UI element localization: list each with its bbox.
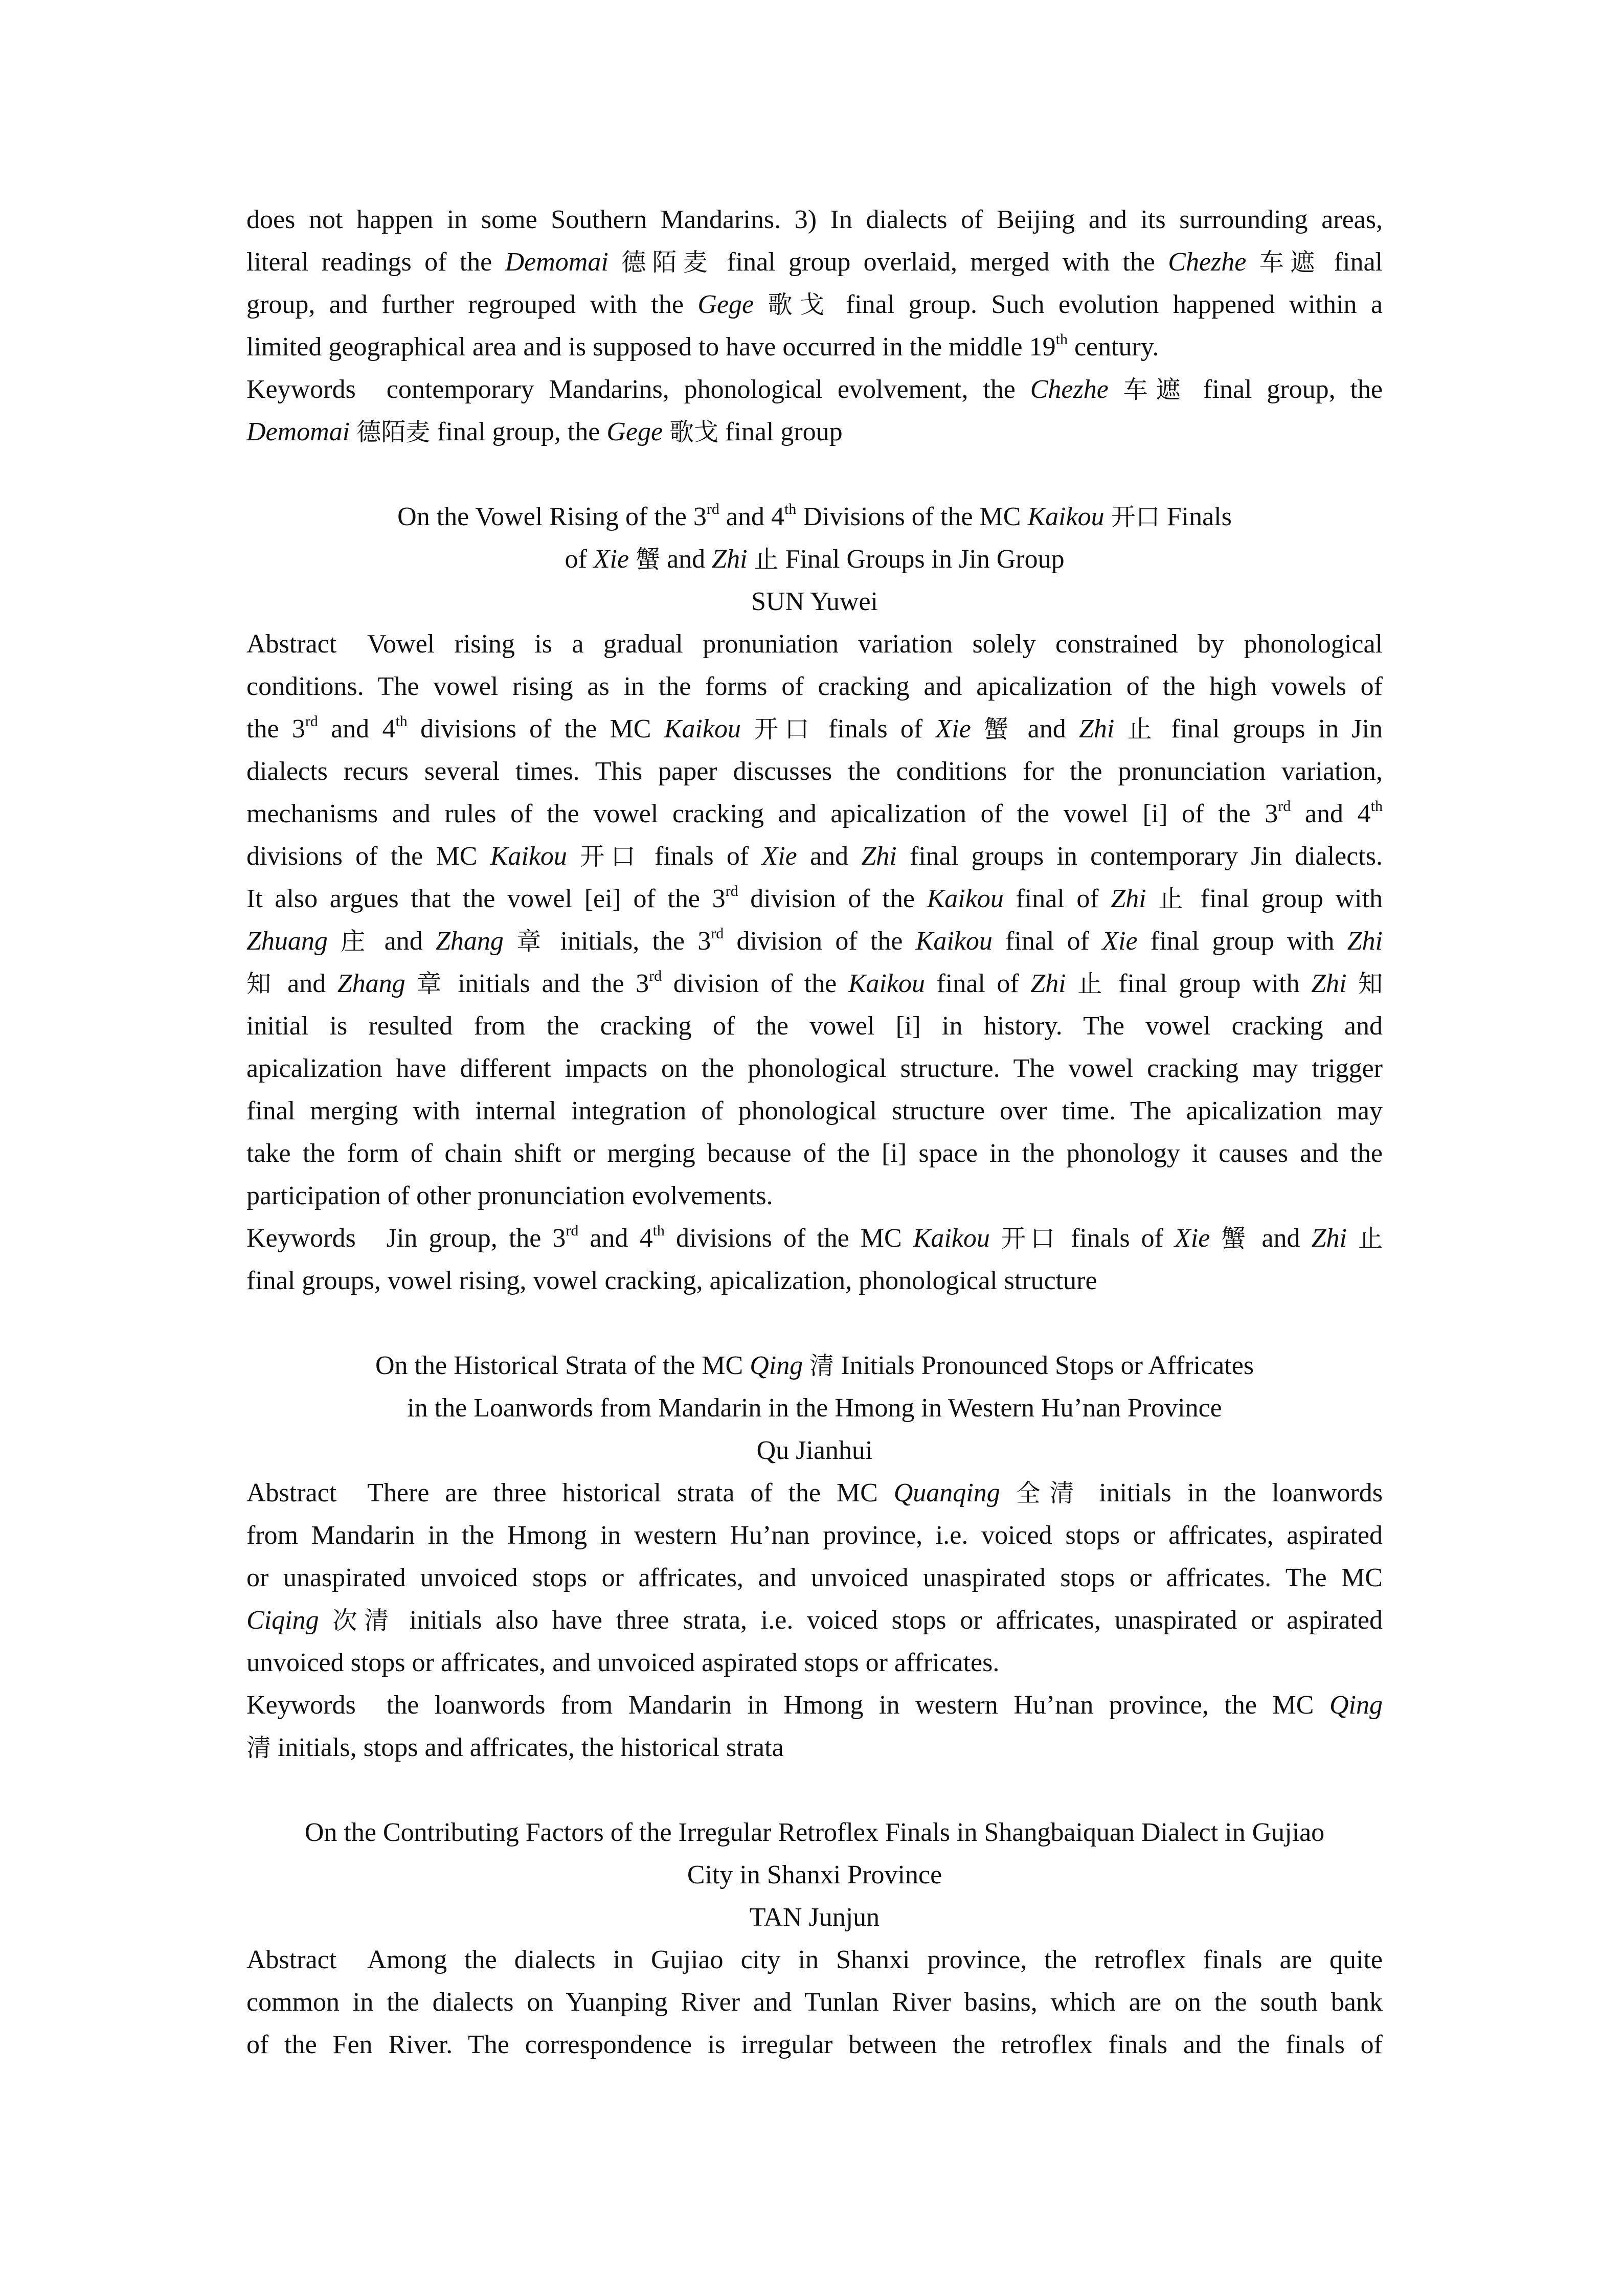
italic-term: Qing: [750, 1351, 803, 1380]
abstract-line: from Mandarin in the Hmong in western Hu’nan province, i.e. voiced stops or affricates, aspirated: [246, 1521, 1383, 1550]
abstract-line: Abstract Vowel rising is a gradual pronuniation variation solely constrained by phonological: [246, 629, 1383, 659]
keywords-line: Keywords contemporary Mandarins, phonological evolvement, the Chezhe 车遮 final group, the: [246, 375, 1383, 404]
chinese-characters: 止: [1077, 970, 1107, 998]
italic-term: Kaikou: [664, 714, 741, 744]
italic-term: Zhi: [712, 545, 748, 574]
keywords-line: Demomai 德陌麦 final group, the Gege 歌戈 final group: [246, 417, 843, 446]
italic-term: Zhi: [1347, 927, 1383, 956]
ordinal-superscript: rd: [706, 501, 719, 517]
article-title-line: of Xie 蟹 and Zhi 止 Final Groups in Jin Group: [565, 545, 1065, 574]
abstract-line: Abstract There are three historical strata of the MC Quanqing 全清 initials in the loanwords: [246, 1478, 1383, 1507]
abstract-line: Abstract Among the dialects in Gujiao city in Shanxi province, the retroflex finals are quite: [246, 1945, 1383, 1974]
chinese-characters: 清: [809, 1352, 835, 1380]
abstract-line: Ciqing 次清 initials also have three strata, i.e. voiced stops or affricates, unaspirated or aspirated: [246, 1606, 1383, 1635]
ordinal-superscript: th: [652, 1222, 665, 1239]
italic-term: Kaikou: [915, 927, 993, 956]
continuation-paragraph-line: literal readings of the Demomai 德陌麦 final group overlaid, merged with the Chezhe 车遮 final: [246, 247, 1383, 277]
chinese-characters: 知: [1358, 970, 1383, 998]
chinese-characters: 蟹: [636, 545, 661, 574]
abstract-line: or unaspirated unvoiced stops or affricates, and unvoiced unaspirated stops or affricates. The MC: [246, 1563, 1383, 1592]
chinese-characters: 车遮: [1123, 375, 1189, 404]
abstract-line: mechanisms and rules of the vowel cracking and apicalization of the vowel [i] of the 3rd and 4th: [246, 798, 1383, 828]
abstract-line: participation of other pronunciation evolvements.: [246, 1181, 773, 1210]
italic-term: Kaikou: [927, 884, 1004, 913]
chinese-characters: 庄: [341, 927, 372, 956]
ordinal-superscript: rd: [649, 967, 662, 984]
keywords-line: final groups, vowel rising, vowel cracking, apicalization, phonological structure: [246, 1266, 1097, 1295]
chinese-characters: 止: [1358, 1224, 1383, 1253]
abstract-line: final merging with internal integration of phonological structure over time. The apicalization may: [246, 1096, 1383, 1126]
chinese-characters: 蟹: [1221, 1224, 1251, 1253]
italic-term: Zhi: [1311, 969, 1347, 998]
abstract-line: It also argues that the vowel [ei] of the 3rd division of the Kaikou final of Zhi 止 final group with: [246, 883, 1383, 913]
italic-term: Xie: [1102, 927, 1138, 956]
abstract-label: Abstract: [246, 1478, 337, 1507]
abstract-line: Zhuang 庄 and Zhang 章 initials, the 3rd division of the Kaikou final of Xie final group with Zhi: [246, 925, 1383, 956]
chinese-characters: 全清: [1016, 1479, 1084, 1507]
chinese-characters: 德陌麦: [356, 418, 431, 446]
abstract-line: of the Fen River. The correspondence is irregular between the retroflex finals and the finals of: [246, 2030, 1383, 2059]
ordinal-superscript: rd: [1278, 798, 1291, 815]
abstract-label: Abstract: [246, 629, 337, 659]
italic-term: Kaikou: [848, 969, 926, 998]
article-title-line: On the Historical Strata of the MC Qing 清 Initials Pronounced Stops or Affricates: [375, 1351, 1254, 1380]
chinese-characters: 德陌麦: [621, 248, 714, 277]
chinese-characters: 开口: [1001, 1224, 1060, 1253]
italic-term: Zhi: [1111, 884, 1146, 913]
italic-term: Xie: [593, 545, 629, 574]
chinese-characters: 章: [417, 970, 446, 998]
ordinal-superscript: rd: [566, 1222, 579, 1239]
abstract-line: dialects recurs several times. This paper discusses the conditions for the pronunciation variation,: [246, 757, 1383, 786]
ordinal-superscript: th: [784, 501, 797, 517]
article-author: Qu Jianhui: [756, 1436, 873, 1465]
keywords-label: Keywords: [246, 1224, 356, 1253]
italic-term: Zhang: [337, 969, 405, 998]
chinese-characters: 开口: [1111, 503, 1160, 531]
chinese-characters: 歌戈: [768, 290, 832, 319]
keywords-label: Keywords: [246, 1691, 356, 1720]
chinese-characters: 开口: [580, 842, 642, 871]
abstract-line: the 3rd and 4th divisions of the MC Kaikou 开口 finals of Xie 蟹 and Zhi 止 final groups in Jin: [246, 713, 1383, 744]
keywords-line: Keywords the loanwords from Mandarin in Hmong in western Hu’nan province, the MC Qing: [246, 1691, 1383, 1720]
italic-term: Xie: [935, 714, 971, 744]
ordinal-superscript: th: [1370, 798, 1383, 815]
chinese-characters: 知: [246, 970, 276, 998]
article-author: SUN Yuwei: [751, 587, 878, 616]
italic-term: Ciqing: [246, 1606, 319, 1635]
italic-term: Xie: [1175, 1224, 1210, 1253]
italic-term: Zhi: [861, 842, 897, 871]
continuation-paragraph-line: group, and further regrouped with the Gege 歌戈 final group. Such evolution happened within a: [246, 290, 1383, 319]
ordinal-superscript: rd: [711, 925, 724, 942]
keywords-label: Keywords: [246, 375, 356, 404]
chinese-characters: 开口: [754, 715, 816, 744]
chinese-characters: 歌戈: [669, 418, 719, 446]
italic-term: Zhuang: [246, 927, 328, 956]
italic-term: Qing: [1329, 1691, 1383, 1720]
italic-term: Xie: [761, 842, 797, 871]
abstract-line: divisions of the MC Kaikou 开口 finals of Xie and Zhi final groups in contemporary Jin dialects.: [246, 842, 1383, 871]
abstract-label: Abstract: [246, 1945, 337, 1974]
italic-term: Zhang: [436, 927, 504, 956]
keywords-line: 清 initials, stops and affricates, the historical strata: [246, 1733, 784, 1762]
continuation-paragraph-line: limited geographical area and is supposed to have occurred in the middle 19th century.: [246, 331, 1159, 362]
article-title-line: City in Shanxi Province: [687, 1860, 942, 1889]
italic-term: Kaikou: [913, 1224, 990, 1253]
chinese-characters: 止: [1158, 885, 1189, 913]
ordinal-superscript: rd: [305, 713, 318, 730]
ordinal-superscript: th: [1055, 331, 1068, 348]
chinese-characters: 止: [1127, 715, 1158, 744]
article-title-line: in the Loanwords from Mandarin in the Hmong in Western Hu’nan Province: [407, 1393, 1222, 1423]
italic-term: Zhi: [1311, 1224, 1347, 1253]
keywords-line: Keywords Jin group, the 3rd and 4th divisions of the MC Kaikou 开口 finals of Xie 蟹 and Zhi 止: [246, 1222, 1383, 1253]
italic-term: Kaikou: [490, 842, 567, 871]
chinese-characters: 清: [246, 1734, 272, 1762]
ordinal-superscript: rd: [725, 883, 738, 899]
italic-term: Zhi: [1030, 969, 1066, 998]
article-title-line: On the Contributing Factors of the Irregular Retroflex Finals in Shangbaiquan Dialect in Gujiao: [304, 1818, 1325, 1847]
article-author: TAN Junjun: [749, 1903, 880, 1932]
italic-term: Demomai: [246, 417, 350, 446]
italic-term: Kaikou: [1027, 502, 1104, 531]
italic-term: Quanqing: [893, 1478, 1000, 1507]
italic-term: Demomai: [505, 247, 608, 277]
italic-term: Gege: [697, 290, 754, 319]
chinese-characters: 车遮: [1259, 248, 1321, 277]
chinese-characters: 章: [516, 927, 548, 956]
italic-term: Chezhe: [1030, 375, 1109, 404]
abstract-line: initial is resulted from the cracking of the vowel [i] in history. The vowel cracking and: [246, 1011, 1383, 1041]
abstract-line: common in the dialects on Yuanping River and Tunlan River basins, which are on the south bank: [246, 1988, 1383, 2017]
abstract-line: 知 and Zhang 章 initials and the 3rd division of the Kaikou final of Zhi 止 final group with Zhi 知: [246, 967, 1383, 998]
abstract-line: conditions. The vowel rising as in the forms of cracking and apicalization of the high vowels of: [246, 672, 1383, 701]
abstract-line: unvoiced stops or affricates, and unvoiced aspirated stops or affricates.: [246, 1648, 1000, 1677]
chinese-characters: 蟹: [984, 715, 1015, 744]
italic-term: Zhi: [1078, 714, 1115, 744]
italic-term: Chezhe: [1168, 247, 1247, 277]
article-title-line: On the Vowel Rising of the 3rd and 4th Divisions of the MC Kaikou 开口 Finals: [397, 501, 1232, 531]
abstract-line: take the form of chain shift or merging because of the [i] space in the phonology it causes and the: [246, 1139, 1383, 1168]
continuation-paragraph-line: does not happen in some Southern Mandarins. 3) In dialects of Beijing and its surrounding areas,: [246, 205, 1383, 234]
italic-term: Gege: [606, 417, 663, 446]
abstract-line: apicalization have different impacts on the phonological structure. The vowel cracking may trigger: [246, 1054, 1383, 1083]
chinese-characters: 止: [754, 545, 779, 574]
ordinal-superscript: th: [395, 713, 408, 730]
chinese-characters: 次清: [332, 1606, 396, 1635]
